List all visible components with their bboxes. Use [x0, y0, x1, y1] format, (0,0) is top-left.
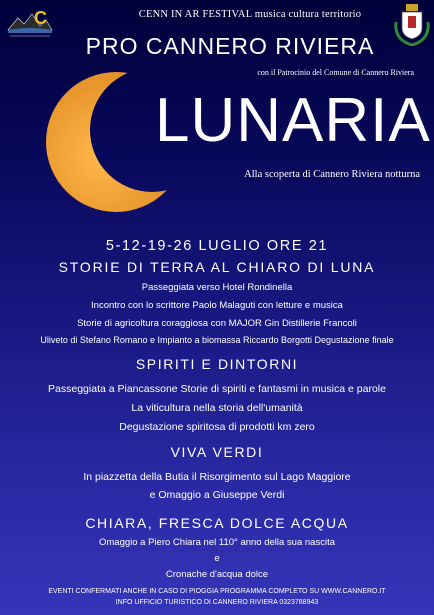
section-title: VIVA VERDI — [170, 444, 264, 460]
section-line: Cronache d'acqua dolce — [165, 569, 269, 580]
section-line: Degustazione spiritosa di prodotti km zero — [119, 421, 315, 433]
footer-contact: INFO UFFICIO TURISTICO DI CANNERO RIVIERA 0323788943 — [115, 599, 319, 606]
section-line: La viticultura nella storia dell'umanità — [131, 402, 303, 414]
organizer-title: PRO CANNERO RIVIERA — [85, 33, 375, 59]
event-dates: 5-12-19-26 LUGLIO ORE 21 — [105, 238, 329, 254]
section-line: Passeggiata a Piancassone Storie di spiriti e fantasmi in musica e parole — [48, 383, 386, 395]
section-title: SPIRITI E DINTORNI — [135, 356, 299, 372]
section-line: Passeggiata verso Hotel Rondinella — [141, 282, 293, 293]
section-line: e Omaggio a Giuseppe Verdi — [149, 489, 285, 501]
logo-letter: C — [34, 8, 47, 28]
section-line: In piazzetta della Butia il Risorgimento sul Lago Maggiore — [83, 471, 351, 483]
event-subtitle: Alla scoperta di Cannero Riviera notturna — [244, 169, 420, 180]
festival-name: CENN IN AR FESTIVAL musica cultura territorio — [138, 9, 362, 20]
patronage-text: con il Patrocinio del Comune di Cannero Riviera — [257, 68, 414, 77]
section-title: CHIARA, FRESCA DOLCE ACQUA — [85, 515, 349, 531]
footer-info: EVENTI CONFERMATI ANCHE IN CASO DI PIOGGIA PROGRAMMA COMPLETO SU WWW.CANNERO.IT — [48, 588, 386, 595]
section-line: Storie di agricoltura coraggiosa con MAJOR Gin Distillerie Francoli — [77, 318, 357, 329]
section-line: Uliveto di Stefano Romano e Impianto a biomassa Riccardo Borgotti Degustazione finale — [40, 335, 394, 345]
section-line: e — [214, 553, 220, 564]
section-line: Incontro con lo scrittore Paolo Malaguti con letture e musica — [91, 300, 343, 311]
event-title: LUNARIA — [155, 86, 431, 155]
section-line: Omaggio a Piero Chiara nel 110° anno della sua nascita — [99, 537, 335, 548]
section-title: STORIE DI TERRA AL CHIARO DI LUNA — [58, 259, 376, 275]
